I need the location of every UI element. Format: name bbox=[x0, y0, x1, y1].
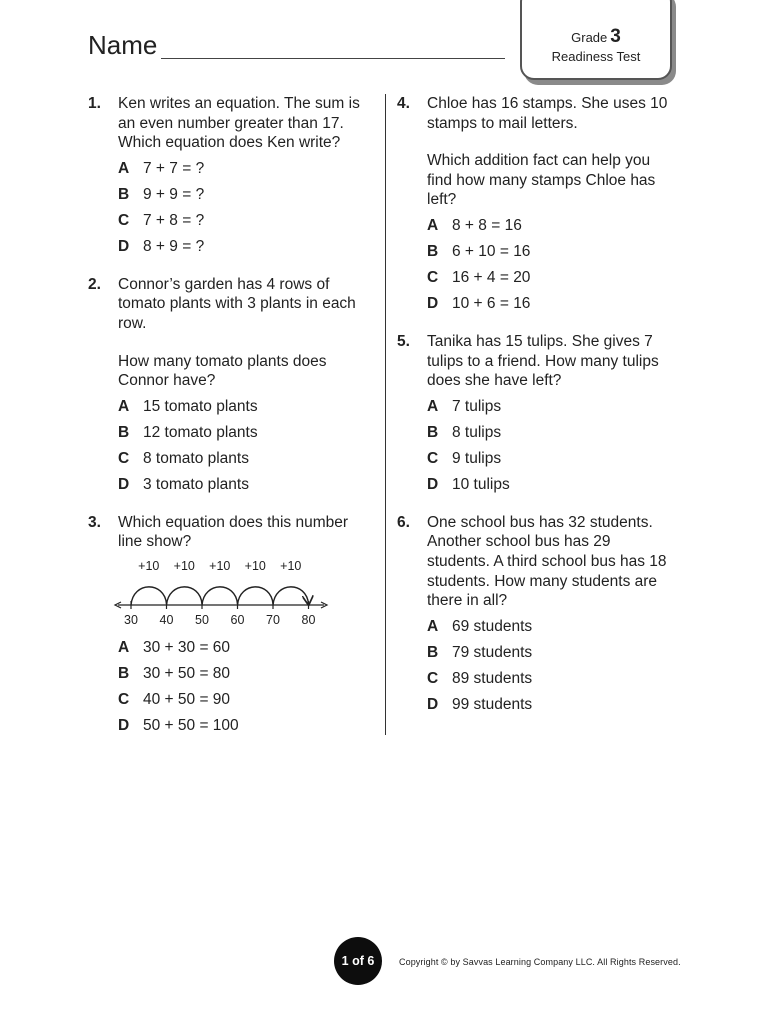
choice-letter: B bbox=[427, 643, 439, 661]
tick-label: 70 bbox=[266, 612, 280, 627]
question-3 bbox=[88, 513, 363, 742]
hop-arc bbox=[167, 587, 203, 605]
question-text: Tanika has 15 tulips. She gives 7 tulips to a friend. How many tulips does she have left? bbox=[427, 332, 659, 390]
question-prompt: Which addition fact can help you find how many stamps Chloe has left? bbox=[427, 152, 656, 209]
answer-choice[interactable] bbox=[427, 643, 672, 663]
choice-text: 7 + 7 = ? bbox=[143, 159, 205, 177]
answer-choice[interactable] bbox=[118, 423, 363, 443]
question-prompt: How many tomato plants does Connor have? bbox=[118, 352, 327, 390]
answer-choice[interactable] bbox=[118, 211, 363, 231]
hop-arc bbox=[202, 587, 238, 605]
choice-text: 8 + 9 = ? bbox=[143, 237, 205, 255]
question-body bbox=[427, 94, 672, 320]
choice-letter: B bbox=[118, 185, 130, 203]
choice-letter: A bbox=[427, 397, 439, 415]
answer-choice[interactable] bbox=[427, 216, 672, 236]
choice-text: 16 + 4 = 20 bbox=[452, 268, 531, 286]
choice-text: 10 tulips bbox=[452, 475, 510, 493]
question-1 bbox=[88, 94, 363, 263]
left-column bbox=[88, 94, 363, 754]
question-2 bbox=[88, 275, 363, 501]
choice-text: 40 + 50 = 90 bbox=[143, 690, 231, 708]
question-5 bbox=[397, 332, 672, 501]
answer-choice[interactable] bbox=[118, 664, 363, 684]
choice-text: 30 + 50 = 80 bbox=[143, 664, 231, 682]
choice-text: 9 + 9 = ? bbox=[143, 185, 205, 203]
answer-choice[interactable] bbox=[118, 638, 363, 658]
hop-arc bbox=[131, 587, 167, 605]
page-indicator-badge: 1 of 6 bbox=[334, 937, 382, 985]
choice-text: 10 + 6 = 16 bbox=[452, 294, 531, 312]
question-body bbox=[427, 513, 672, 721]
answer-choice[interactable] bbox=[118, 159, 363, 179]
question-text: One school bus has 32 students. Another school bus has 29 students. A third school bus has 18 students. How many students are there in all? bbox=[427, 513, 667, 610]
name-blank-line[interactable] bbox=[161, 58, 505, 59]
question-body bbox=[427, 332, 672, 501]
number-line-diagram bbox=[112, 558, 332, 630]
question-6 bbox=[397, 513, 672, 721]
choice-text: 30 + 30 = 60 bbox=[143, 638, 231, 656]
answer-choice[interactable] bbox=[427, 268, 672, 288]
answer-choice[interactable] bbox=[427, 242, 672, 262]
grade-number: 3 bbox=[610, 26, 621, 47]
answer-choice[interactable] bbox=[427, 294, 672, 314]
choice-letter: C bbox=[118, 690, 130, 708]
choice-text: 6 + 10 = 16 bbox=[452, 242, 531, 260]
choice-letter: C bbox=[427, 268, 439, 286]
choice-text: 8 tomato plants bbox=[143, 449, 249, 467]
column-divider bbox=[385, 94, 386, 735]
question-text: Connor’s garden has 4 rows of tomato plants with 3 plants in each row. bbox=[118, 275, 356, 332]
choice-letter: C bbox=[118, 211, 130, 229]
choice-letter: B bbox=[427, 423, 439, 441]
choice-letter: C bbox=[427, 449, 439, 467]
choice-text: 7 + 8 = ? bbox=[143, 211, 205, 229]
tick-label: 50 bbox=[195, 612, 209, 627]
question-body bbox=[118, 275, 363, 501]
question-body bbox=[118, 513, 363, 742]
answer-choice[interactable] bbox=[118, 237, 363, 257]
tick-label: 40 bbox=[159, 612, 174, 627]
choice-text: 8 tulips bbox=[452, 423, 502, 441]
answer-choice[interactable] bbox=[118, 397, 363, 417]
hop-arc bbox=[273, 587, 309, 605]
choice-text: 50 + 50 = 100 bbox=[143, 716, 239, 734]
answer-choice[interactable] bbox=[427, 669, 672, 689]
choice-letter: D bbox=[118, 716, 130, 734]
hop-arc bbox=[238, 587, 274, 605]
choice-text: 3 tomato plants bbox=[143, 475, 249, 493]
answer-choice[interactable] bbox=[118, 449, 363, 469]
grade-heading bbox=[522, 26, 670, 48]
choice-text: 7 tulips bbox=[452, 397, 502, 415]
choice-text: 9 tulips bbox=[452, 449, 502, 467]
choice-letter: B bbox=[118, 664, 130, 682]
question-text: Which equation does this number line show? bbox=[118, 513, 349, 551]
answer-choice[interactable] bbox=[118, 690, 363, 710]
tick-label: 60 bbox=[230, 612, 245, 627]
choice-text: 8 + 8 = 16 bbox=[452, 216, 522, 234]
choice-letter: A bbox=[118, 159, 130, 177]
answer-choice[interactable] bbox=[427, 695, 672, 715]
question-text: Ken writes an equation. The sum is an even number greater than 17. Which equation does Ken write? bbox=[118, 95, 360, 152]
hop-label: +10 bbox=[138, 558, 160, 573]
choice-letter: C bbox=[118, 449, 130, 467]
question-body bbox=[118, 94, 363, 263]
choice-text: 69 students bbox=[452, 617, 533, 635]
grade-label: Grade bbox=[571, 30, 608, 45]
tick-label: 80 bbox=[301, 612, 316, 627]
answer-choice[interactable] bbox=[427, 475, 672, 495]
choice-letter: B bbox=[118, 423, 130, 441]
choice-letter: D bbox=[118, 475, 130, 493]
answer-choice[interactable] bbox=[427, 397, 672, 417]
copyright-notice: Copyright © by Savvas Learning Company LLC. All Rights Reserved. bbox=[399, 957, 681, 967]
question-number: 3. bbox=[88, 513, 101, 531]
choice-letter: D bbox=[427, 695, 439, 713]
question-text: Chloe has 16 stamps. She uses 10 stamps to mail letters. bbox=[427, 95, 668, 132]
answer-choice[interactable] bbox=[427, 449, 672, 469]
hop-label: +10 bbox=[173, 558, 195, 573]
question-number: 5. bbox=[397, 332, 410, 350]
choice-text: 79 students bbox=[452, 643, 533, 661]
question-number: 2. bbox=[88, 275, 101, 293]
name-label: Name bbox=[88, 30, 158, 60]
choice-text: 89 students bbox=[452, 669, 533, 687]
tick-label: 30 bbox=[124, 612, 138, 627]
question-4 bbox=[397, 94, 672, 320]
hop-label: +10 bbox=[244, 558, 266, 573]
question-number: 1. bbox=[88, 95, 101, 112]
answer-choice[interactable] bbox=[427, 423, 672, 443]
choice-letter: A bbox=[118, 397, 130, 415]
choice-letter: C bbox=[427, 669, 439, 687]
grade-tab bbox=[520, 0, 672, 80]
choice-text: 15 tomato plants bbox=[143, 397, 258, 415]
answer-choice[interactable] bbox=[427, 617, 672, 637]
choice-letter: D bbox=[427, 294, 439, 312]
choice-letter: D bbox=[118, 237, 130, 255]
answer-choice[interactable] bbox=[118, 185, 363, 205]
answer-choice[interactable] bbox=[118, 716, 363, 736]
test-name: Readiness Test bbox=[551, 49, 641, 64]
choice-letter: B bbox=[427, 242, 439, 260]
choice-letter: A bbox=[118, 638, 130, 656]
choice-text: 99 students bbox=[452, 695, 533, 713]
choice-letter: A bbox=[427, 617, 439, 635]
hop-label: +10 bbox=[280, 558, 302, 573]
right-column bbox=[397, 94, 672, 733]
answer-choice[interactable] bbox=[118, 475, 363, 495]
choice-letter: A bbox=[427, 216, 439, 234]
question-number: 6. bbox=[397, 513, 410, 531]
hop-label: +10 bbox=[209, 558, 231, 573]
question-number: 4. bbox=[397, 95, 410, 112]
choice-letter: D bbox=[427, 475, 439, 493]
choice-text: 12 tomato plants bbox=[143, 423, 258, 441]
